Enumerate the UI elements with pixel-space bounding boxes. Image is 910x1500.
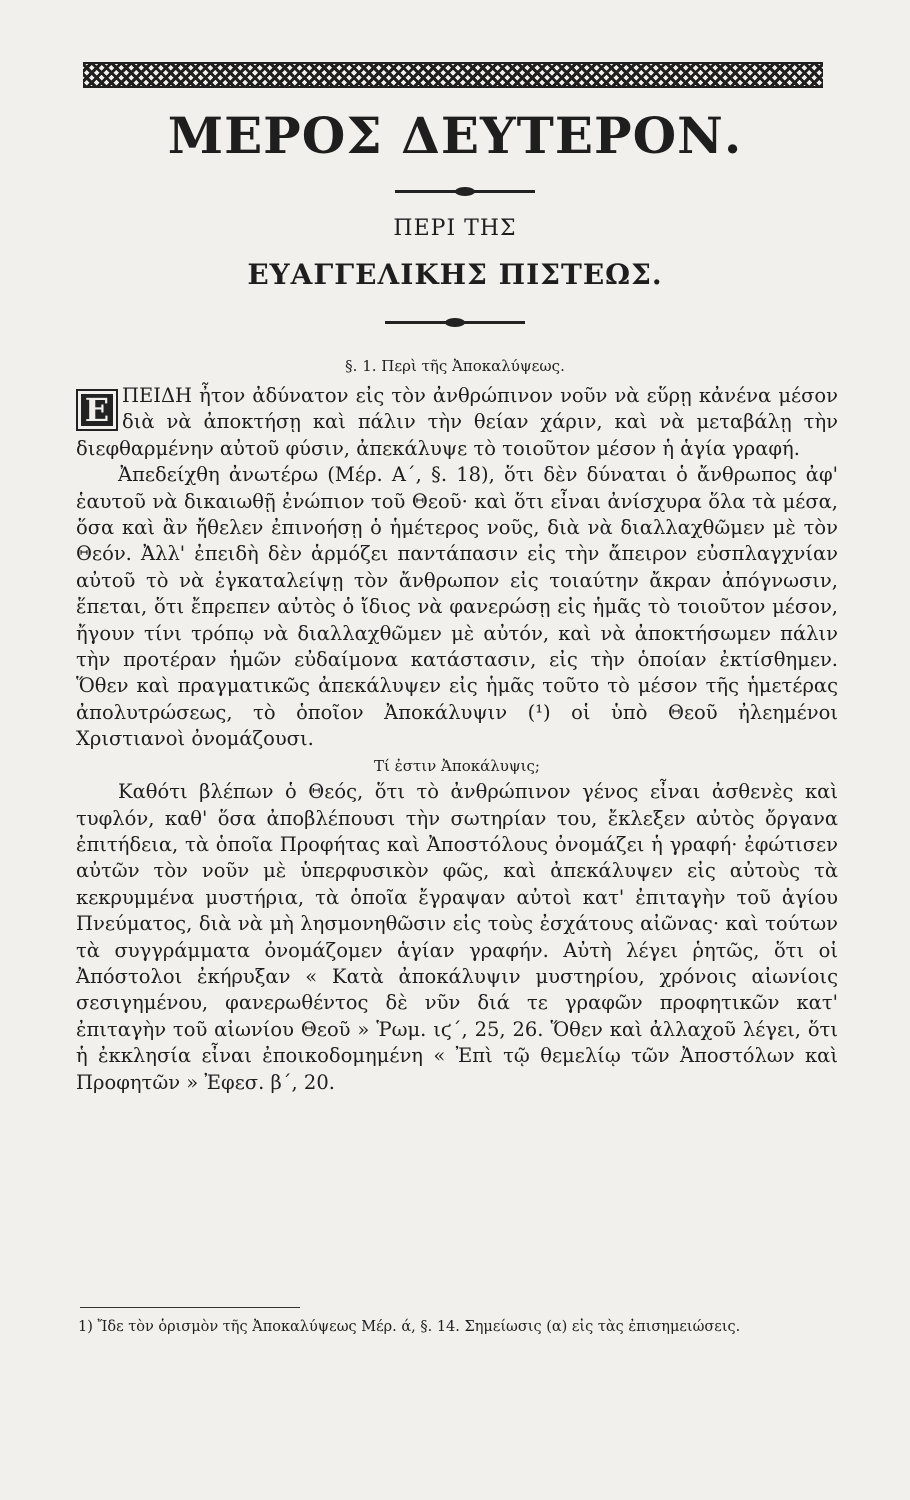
subtitle-line-1: ΠΕΡΙ ΤΗΣ: [393, 216, 517, 241]
ornamental-border: [83, 62, 823, 88]
subtitle-rule: [385, 321, 525, 324]
subsection-heading: Τί ἐστιν Ἀποκάλυψις;: [374, 756, 540, 775]
body-text: [76, 383, 838, 1096]
footnote: 1) Ἴδε τὸν ὁρισμὸν τῆς Ἀποκαλύψεως Μέρ. ά, §. 14. Σημείωσις (α) εἰς τὰς ἐπισημειώσεις.: [78, 1319, 741, 1335]
title-rule: [395, 190, 535, 193]
part-title: ΜΕΡΟΣ ΔΕΥΤΕΡΟΝ.: [167, 106, 743, 165]
footnote-rule: [80, 1307, 300, 1308]
section-heading: §. 1. Περὶ τῆς Ἀποκαλύψεως.: [345, 357, 565, 375]
paragraph-3: Καθότι βλέπων ὁ Θεός, ὅτι τὸ ἀνθρώπινον γένος εἶναι ἀσθενὲς καὶ τυφλόν, καθ' ὅσα ἀποβλέπουσι τὴν σωτηρίαν του, ἔκλεξεν αὐτὸς ὄργανα ἐπιτήδεια, τὰ ὁποῖα Προφήτας καὶ Ἀποστόλους ὀνομάζει ἡ γραφή· ἐφώτισεν αὐτῶν τὸν νοῦν μὲ ὑπερφυσικὸν φῶς, καὶ ἀπεκάλυψεν εἰς αὐτοὺς τὰ κεκρυμμένα μυστήρια, τὰ ὁποῖα ἔγραψαν αὐτοὶ κατ' ἐπιταγὴν τοῦ ἁγίου Πνεύματος, διὰ νὰ μὴ λησμονηθῶσιν εἰς τοὺς ἐσχάτους αἰῶνας· καὶ τούτων τὰ συγγράμματα ὀνομάζομεν ἁγίαν γραφήν. Αὐτὴ λέγει ῥητῶς, ὅτι οἱ Ἀπόστολοι ἐκήρυξαν « Κατὰ ἀποκάλυψιν μυστηρίου, χρόνοις αἰωνίοις σεσιγημένου, φανερωθέντος δὲ νῦν διά τε γραφῶν προφητικῶν κατ' ἐπιταγὴν τοῦ αἰωνίου Θεοῦ » Ῥωμ. ιϛ΄, 25, 26. Ὅθεν καὶ ἀλλαχοῦ λέγει, ὅτι ἡ ἐκκλησία εἶναι ἐποικοδομημένη « Ἐπὶ τῷ θεμελίῳ τῶν Ἀποστόλων καὶ Προφητῶν » Ἐφεσ. β΄, 20.: [76, 780, 838, 1094]
subtitle-line-2: ΕΥΑΓΓΕΛΙΚΗΣ ΠΙΣΤΕΩΣ.: [247, 258, 663, 291]
paragraph-1: [76, 383, 838, 462]
paragraph-2: Ἀπεδείχθη ἀνωτέρω (Μέρ. Α΄, §. 18), ὅτι δὲν δύναται ὁ ἄνθρωπος ἀφ' ἑαυτοῦ νὰ δικαιωθῇ ἐνώπιον τοῦ Θεοῦ· καὶ ὅτι εἶναι ἀνίσχυρα ὅλα τὰ μέσα, ὅσα καὶ ἂν ἤθελεν ἐπινοήσῃ ὁ ἡμέτερος νοῦς, διὰ νὰ διαλλαχθῶμεν μὲ τὸν Θεόν. Ἀλλ' ἐπειδὴ δὲν ἁρμόζει παντάπασιν εἰς τὴν ἄπειρον εὐσπλαγχνίαν αὐτοῦ τὸ νὰ ἐγκαταλείψῃ τὸν ἄνθρωπον εἰς τοιαύτην ἄκραν ἀπόγνωσιν, ἕπεται, ὅτι ἔπρεπεν αὐτὸς ὁ ἴδιος νὰ φανερώσῃ εἰς ἡμᾶς τὸ τοιοῦτον μέσον, ἤγουν τίνι τρόπῳ νὰ διαλλαχθῶμεν μὲ αὐτόν, καὶ νὰ ἀποκτήσωμεν πάλιν τὴν προτέραν ἡμῶν εὐδαίμονα κατάστασιν, εἰς τὴν ὁποίαν ἐκτίσθημεν. Ὅθεν καὶ πραγματικῶς ἀπεκάλυψεν εἰς ἡμᾶς τοῦτο τὸ μέσον τῆς ἡμετέρας ἀπολυτρώσεως, τὸ ὁποῖον Ἀποκάλυψιν (¹) οἱ ὑπὸ Θεοῦ ἠλεημένοι Χριστιανοὶ ὀνομάζουσι.: [76, 463, 838, 751]
drop-cap: Ε: [76, 389, 118, 431]
paragraph-1-text: ΠΕΙΔΗ ἦτον ἀδύνατον εἰς τὸν ἀνθρώπινον νοῦν νὰ εὕρῃ κἀνένα μέσον διὰ νὰ ἀποκτήσῃ καὶ πάλιν τὴν θείαν χάριν, καὶ νὰ μεταβάλῃ τὴν διεφθαρμένην αὐτοῦ φύσιν, ἀπεκάλυψε τὸ τοιοῦτον μέσον ἡ ἁγία γραφή.: [76, 384, 838, 460]
